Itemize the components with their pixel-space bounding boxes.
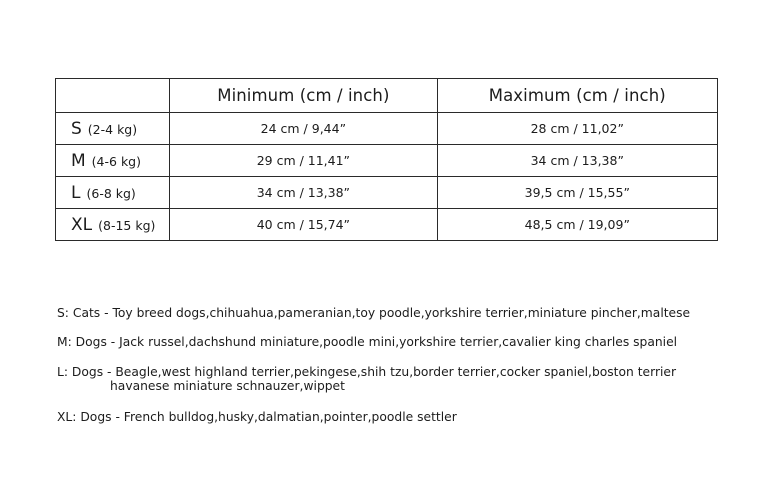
size-cell (56, 113, 170, 145)
max-value: 28 cm / 11,02” (437, 113, 717, 145)
min-value: 24 cm / 9,44” (170, 113, 437, 145)
table-row (56, 177, 718, 209)
size-cell (56, 145, 170, 177)
header-size (56, 79, 170, 113)
size-weight: (8-15 kg) (98, 217, 156, 233)
max-value: 48,5 cm / 19,09” (437, 209, 717, 241)
note-size-xl: XL: Dogs - French bulldog,husky,dalmatian,pointer,poodle settler (57, 410, 457, 424)
size-cell (56, 209, 170, 241)
note-size-m: M: Dogs - Jack russel,dachshund miniature,poodle mini,yorkshire terrier,cavalier king charles spaniel (57, 335, 678, 349)
header-minimum: Minimum (cm / inch) (170, 79, 437, 113)
note-size-s: S: Cats - Toy breed dogs,chihuahua,pameranian,toy poodle,yorkshire terrier,miniature pincher,maltese (57, 306, 691, 320)
max-value: 39,5 cm / 15,55” (437, 177, 717, 209)
size-weight: (4-6 kg) (91, 153, 141, 169)
table-row (56, 209, 718, 241)
table-header-row (56, 79, 718, 113)
note-size-l (57, 365, 676, 393)
header-maximum: Maximum (cm / inch) (437, 79, 717, 113)
max-value: 34 cm / 13,38” (437, 145, 717, 177)
size-code: M (71, 150, 86, 171)
size-code: S (71, 118, 82, 139)
size-cell (56, 177, 170, 209)
size-weight: (2-4 kg) (87, 121, 138, 137)
table-row (56, 113, 718, 145)
min-value: 34 cm / 13,38” (170, 177, 437, 209)
size-weight: (6-8 kg) (86, 185, 136, 201)
size-chart-table (55, 78, 718, 241)
note-size-l-line1: L: Dogs - Beagle,west highland terrier,pekingese,shih tzu,border terrier,cocker spaniel,boston terrier (57, 365, 677, 379)
size-code: XL (71, 214, 93, 235)
min-value: 29 cm / 11,41” (170, 145, 437, 177)
min-value: 40 cm / 15,74” (170, 209, 437, 241)
size-code: L (71, 182, 81, 203)
table-row (56, 145, 718, 177)
note-size-l-line2: havanese miniature schnauzer,wippet (110, 379, 345, 393)
